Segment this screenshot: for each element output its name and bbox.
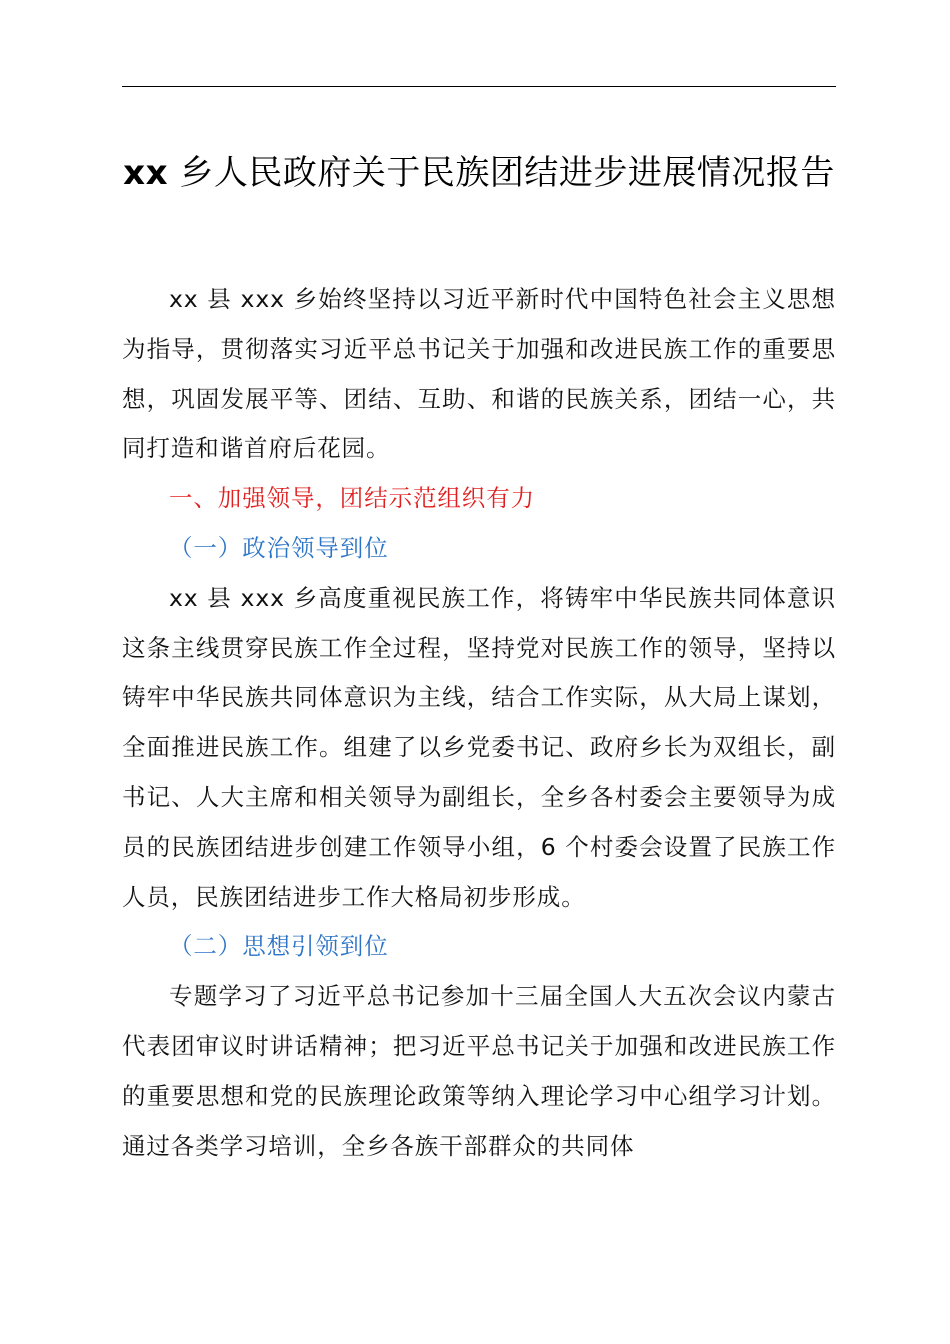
- subsection-2-paragraph: 专题学习了习近平总书记参加十三届全国人大五次会议内蒙古代表团审议时讲话精神；把习近平总书记关于加强和改进民族工作的重要思想和党的民族理论政策等纳入理论学习中心组学习计划。通过各类学习培训，全乡各族干部群众的共同体: [122, 982, 836, 1160]
- section-heading-1: 一、加强领导，团结示范组织有力: [169, 484, 535, 513]
- subsection-heading-2: （二）思想引领到位: [169, 932, 389, 961]
- subsection-1-paragraph: xx 县 xxx 乡高度重视民族工作，将铸牢中华民族共同体意识这条主线贯穿民族工作全过程，坚持党对民族工作的领导，坚持以铸牢中华民族共同体意识为主线，结合工作实际，从大局上谋划，全面推进民族工作。组建了以乡党委书记、政府乡长为双组长，副书记、人大主席和相关领导为副组长，全乡各村委会主要领导为成员的民族团结进步创建工作领导小组，6 个村委会设置了民族工作人员，民族团结进步工作大格局初步形成。: [122, 583, 836, 911]
- title-text: 乡人民政府关于民族团结进步进展情况报告: [168, 153, 835, 193]
- title-prefix: xx: [123, 153, 169, 193]
- intro-paragraph: xx 县 xxx 乡始终坚持以习近平新时代中国特色社会主义思想为指导，贯彻落实习近平总书记关于加强和改进民族工作的重要思想，巩固发展平等、团结、互助、和谐的民族关系，团结一心，共同打造和谐首府后花园。: [122, 285, 836, 463]
- header-rule: [122, 86, 836, 87]
- subsection-heading-1: （一）政治领导到位: [169, 533, 389, 562]
- document-title: [122, 148, 836, 198]
- document-body: [122, 275, 836, 1171]
